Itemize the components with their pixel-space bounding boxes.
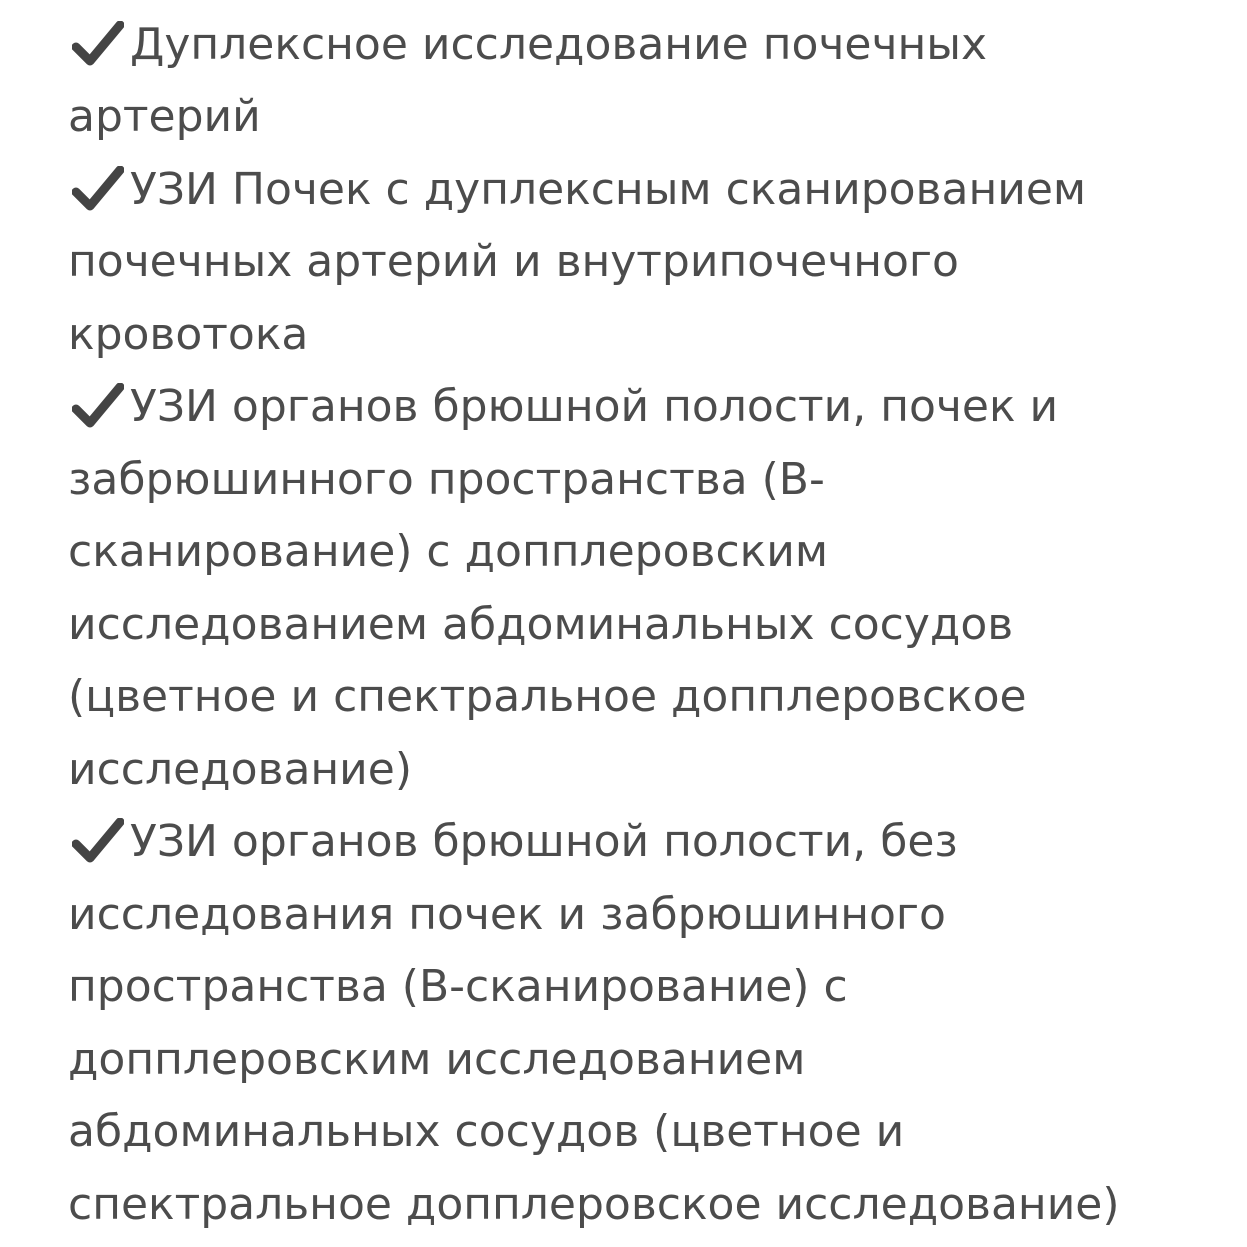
list-item-4-line-2: исследования почек и забрюшинного [68, 889, 946, 940]
list-item-3-line-6: исследование) [68, 744, 413, 795]
list-item-3-line-5: (цветное и спектральное допплеровское [68, 671, 1027, 722]
list-item-1-line-2: артерий [68, 91, 261, 142]
checkmark-icon [68, 154, 130, 226]
list-item-3-line-1 [68, 371, 1058, 443]
list-item-2-line-1 [68, 154, 1086, 226]
list-item-2-line-2: почечных артерий и внутрипочечного [68, 236, 959, 287]
list-item-text: УЗИ Почек с дуплексным сканированием [130, 164, 1087, 215]
list-item-text: Дуплексное исследование почечных [130, 19, 988, 70]
list-item-4-line-1 [68, 806, 958, 878]
list-item-text: УЗИ органов брюшной полости, без [130, 816, 958, 867]
list-item-1-line-1 [68, 9, 987, 81]
list-item-3-line-3: сканирование) с допплеровским [68, 526, 829, 577]
checkmark-icon [68, 371, 130, 443]
list-item-4-line-3: пространства (В-сканирование) с [68, 961, 848, 1012]
list-item-3-line-4: исследованием абдоминальных сосудов [68, 599, 1014, 650]
list-item-text: УЗИ органов брюшной полости, почек и [130, 381, 1059, 432]
list-item-3-line-2: забрюшинного пространства (В- [68, 454, 825, 505]
list-item-4-line-4: допплеровским исследованием [68, 1034, 806, 1085]
list-item-4-line-6: спектральное допплеровское исследование) [68, 1179, 1120, 1230]
list-item-2-line-3: кровотока [68, 309, 309, 360]
checkmark-icon [68, 806, 130, 878]
list-item-4-line-5: абдоминальных сосудов (цветное и [68, 1106, 905, 1157]
checkmark-icon [68, 9, 130, 81]
